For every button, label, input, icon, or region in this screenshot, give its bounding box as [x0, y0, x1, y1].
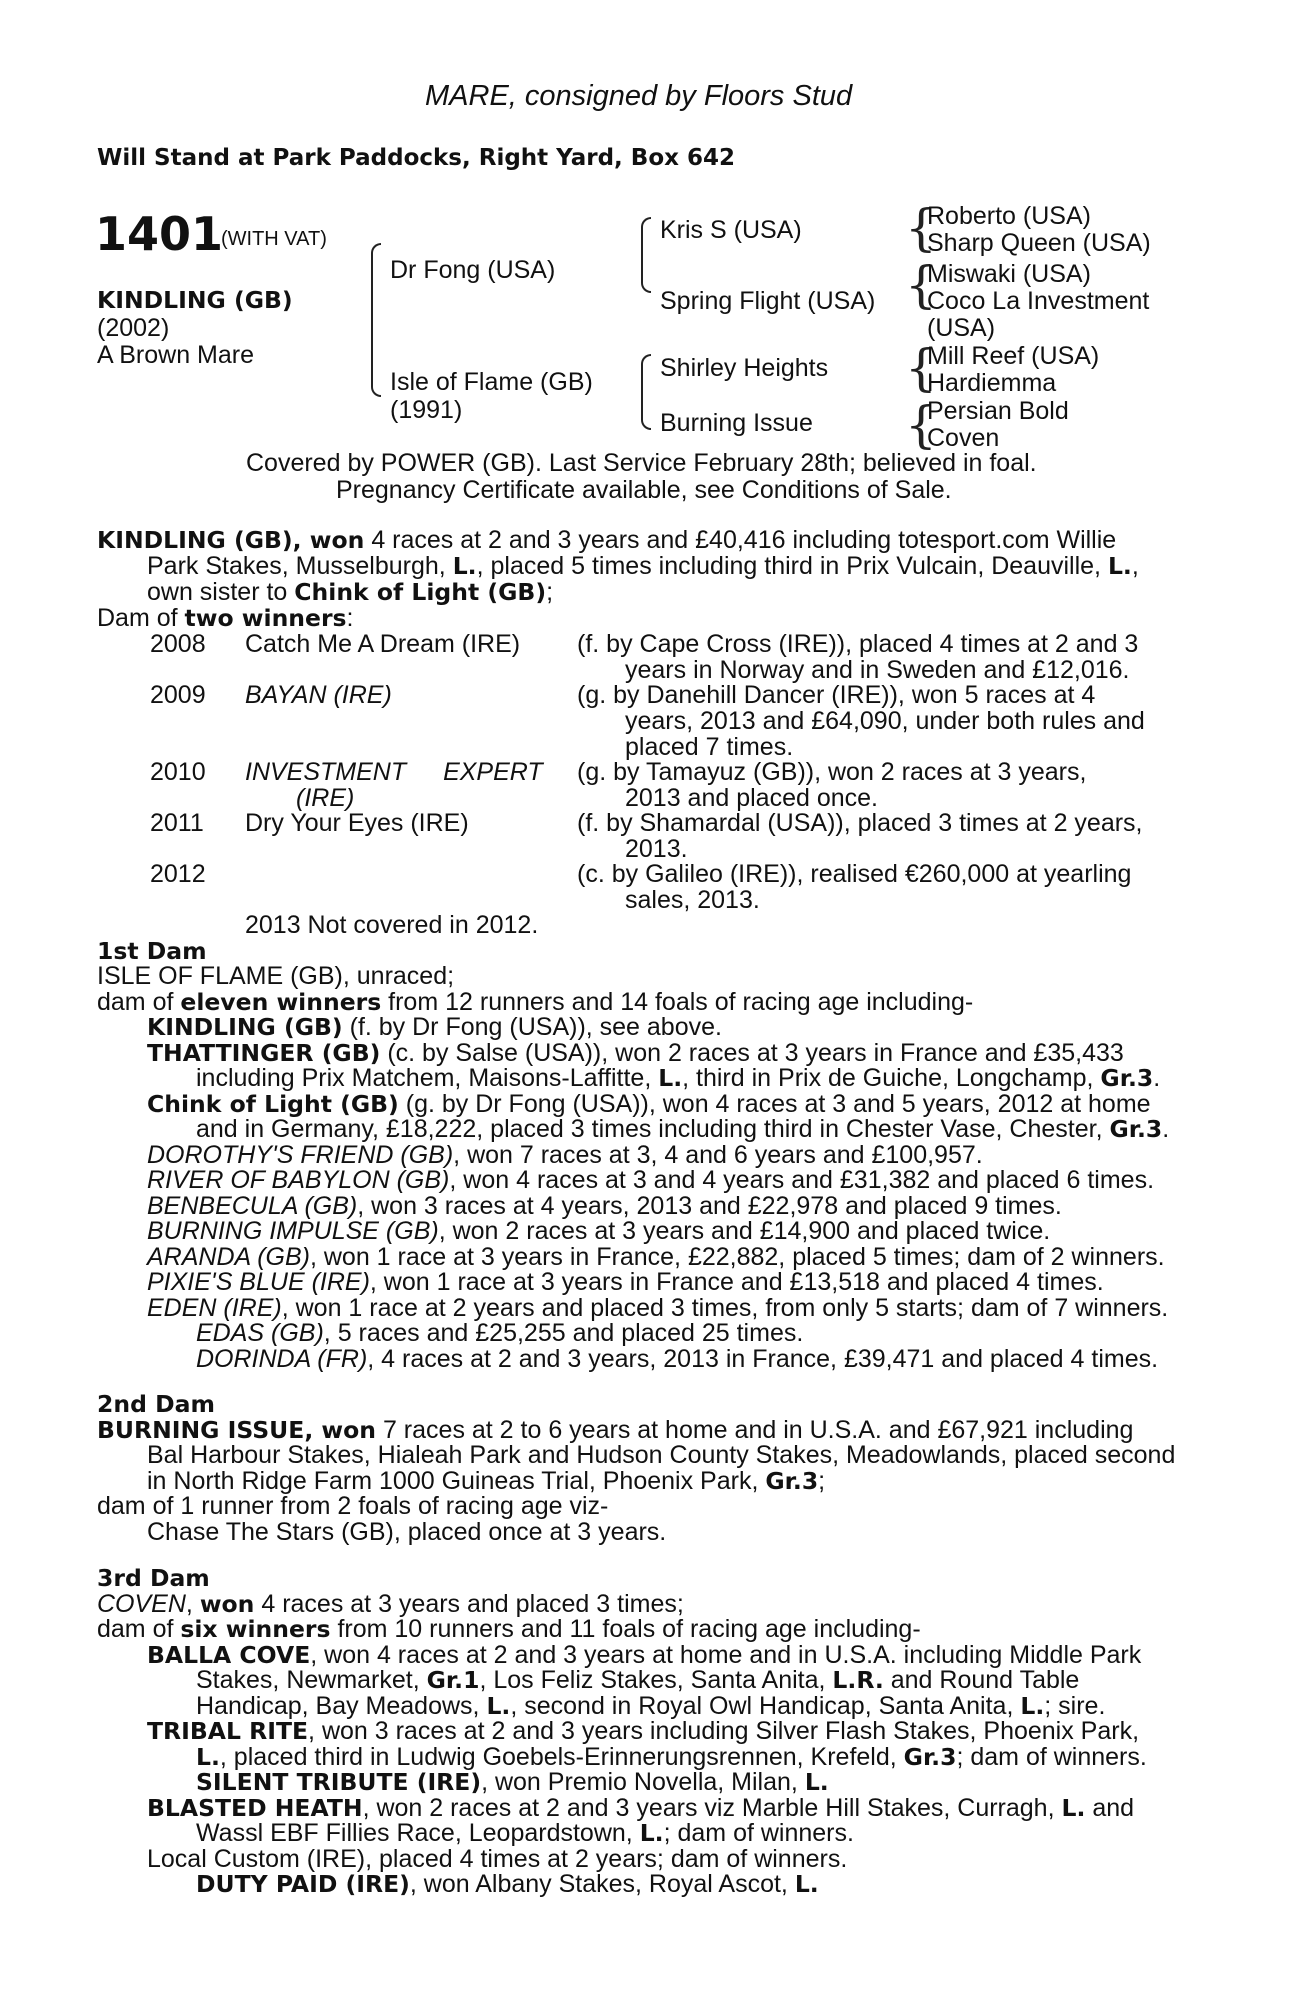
produce-name: Catch Me A Dream (IRE): [245, 630, 521, 658]
winner-entry: DORINDA (FR), 4 races at 2 and 3 years, 2013 in France, £39,471 and placed 4 times.: [196, 1345, 1159, 1373]
produce-detail: (g. by Tamayuz (GB)), won 2 races at 3 years,: [577, 758, 1087, 786]
pedigree-dam-sire: Shirley Heights: [660, 354, 829, 382]
produce-detail: (g. by Danehill Dancer (IRE)), won 5 races at 4: [577, 681, 1096, 709]
produce-detail: (f. by Cape Cross (IRE)), placed 4 times at 2 and 3: [577, 630, 1139, 658]
pedigree-ggsire-3: Mill Reef (USA): [927, 342, 1100, 370]
pedigree-ggdam-2: Coco La Investment: [927, 287, 1150, 315]
produce-year: 2011: [150, 809, 204, 837]
winner-entry: BLASTED HEATH, won 2 races at 2 and 3 years viz Marble Hill Stakes, Curragh, L. and: [147, 1794, 1135, 1822]
produce-year: 2012: [150, 860, 206, 888]
pedigree-brace-sd: {: [905, 256, 937, 314]
produce-year: 2009: [150, 681, 206, 709]
covered-line-2: Pregnancy Certificate available, see Conditions of Sale.: [336, 476, 952, 504]
winner-entry: RIVER OF BABYLON (GB), won 4 races at 3 and 4 years and £31,382 and placed 6 times.: [147, 1166, 1155, 1194]
pedigree-brace-ss: {: [905, 199, 937, 257]
third-dam-heading: 3rd Dam: [97, 1564, 210, 1592]
produce-name: Dry Your Eyes (IRE): [245, 809, 469, 837]
pedigree-sire-sire: Kris S (USA): [660, 216, 802, 244]
pedigree-ggsire-4: Persian Bold: [927, 397, 1069, 425]
covered-line-1: Covered by POWER (GB). Last Service February 28th; believed in foal.: [246, 449, 1037, 477]
winner-entry: SILENT TRIBUTE (IRE), won Premio Novella, Milan, L.: [196, 1768, 829, 1796]
pedigree-ggdam-2-country: (USA): [927, 314, 996, 342]
winner-entry: THATTINGER (GB) (c. by Salse (USA)), won 2 races at 3 years in France and £35,433: [147, 1039, 1124, 1067]
winner-entry: Local Custom (IRE), placed 4 times at 2 years; dam of winners.: [147, 1845, 848, 1873]
pedigree-brace-dd: {: [905, 396, 937, 454]
intro-horse-name: KINDLING (GB): [97, 526, 293, 554]
winner-entry: ARANDA (GB), won 1 race at 3 years in France, £22,882, placed 5 times; dam of 2 winners.: [147, 1243, 1165, 1271]
consignor-heading: MARE, consigned by Floors Stud: [425, 80, 853, 112]
winner-entry: EDEN (IRE), won 1 race at 2 years and placed 3 times, from only 5 starts; dam of 7 winners.: [147, 1294, 1169, 1322]
pedigree-brace-dam: [641, 354, 651, 430]
pedigree-ggdam-3: Hardiemma: [927, 369, 1057, 397]
winner-entry: BENBECULA (GB), won 3 races at 4 years, 2013 and £22,978 and placed 9 times.: [147, 1192, 1062, 1220]
horse-description: A Brown Mare: [97, 341, 255, 369]
produce-detail: (c. by Galileo (IRE)), realised €260,000 at yearling: [577, 860, 1132, 888]
produce-2013-note: 2013 Not covered in 2012.: [245, 911, 539, 939]
pedigree-ggdam-4: Coven: [927, 424, 1000, 452]
lot-number: 1401: [95, 207, 224, 261]
first-dam-heading: 1st Dam: [97, 937, 207, 965]
winner-entry: DOROTHY'S FRIEND (GB), won 7 races at 3, 4 and 6 years and £100,957.: [147, 1141, 983, 1169]
winner-entry: DUTY PAID (IRE), won Albany Stakes, Royal Ascot, L.: [196, 1870, 819, 1898]
produce-name: BAYAN (IRE): [245, 681, 392, 709]
second-dam-heading: 2nd Dam: [97, 1390, 215, 1418]
produce-year: 2008: [150, 630, 206, 658]
stand-location: Will Stand at Park Paddocks, Right Yard, Box 642: [97, 145, 735, 171]
pedigree-ggsire-1: Roberto (USA): [927, 202, 1091, 230]
winner-entry: BURNING IMPULSE (GB), won 2 races at 3 years and £14,900 and placed twice.: [147, 1217, 1051, 1245]
pedigree-ggdam-1: Sharp Queen (USA): [927, 229, 1151, 257]
vat-note: (WITH VAT): [221, 228, 327, 250]
winner-entry: Chink of Light (GB) (g. by Dr Fong (USA)), won 4 races at 3 and 5 years, 2012 at home: [147, 1090, 1151, 1118]
winner-entry: PIXIE'S BLUE (IRE), won 1 race at 3 years in France and £13,518 and placed 4 times.: [147, 1268, 1104, 1296]
pedigree-brace-ds: {: [905, 339, 937, 397]
produce-name: INVESTMENT EXPERT: [245, 758, 543, 786]
sister-name: Chink of Light (GB): [294, 578, 547, 606]
produce-detail: (f. by Shamardal (USA)), placed 3 times at 2 years,: [577, 809, 1143, 837]
winner-entry: TRIBAL RITE, won 3 races at 2 and 3 years including Silver Flash Stakes, Phoenix Park,: [147, 1717, 1140, 1745]
produce-year: 2010: [150, 758, 206, 786]
pedigree-sire-dam: Spring Flight (USA): [660, 287, 876, 315]
winner-entry: EDAS (GB), 5 races and £25,255 and placed 25 times.: [196, 1319, 804, 1347]
pedigree-brace-main: [371, 243, 381, 397]
horse-year: (2002): [97, 314, 170, 342]
pedigree-ggsire-2: Miswaki (USA): [927, 260, 1091, 288]
pedigree-dam: Isle of Flame (GB): [390, 368, 593, 396]
pedigree-sire: Dr Fong (USA): [390, 256, 556, 284]
pedigree-dam-dam: Burning Issue: [660, 409, 813, 437]
winner-entry: BALLA COVE, won 4 races at 2 and 3 years at home and in U.S.A. including Middle Park: [147, 1641, 1142, 1669]
winner-entry: KINDLING (GB) (f. by Dr Fong (USA)), see above.: [147, 1013, 722, 1041]
pedigree-dam-year: (1991): [390, 396, 463, 424]
pedigree-brace-sire: [641, 217, 651, 293]
intro-won: won: [309, 526, 365, 554]
horse-name: KINDLING (GB): [97, 286, 293, 314]
